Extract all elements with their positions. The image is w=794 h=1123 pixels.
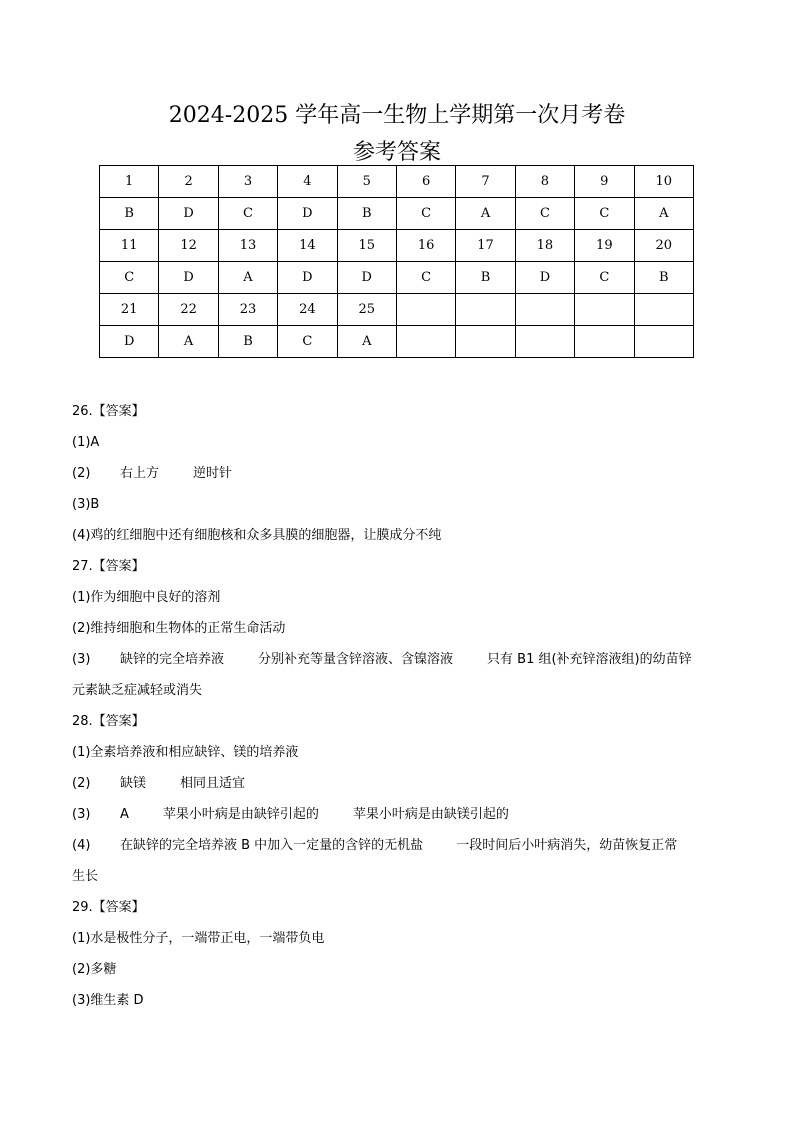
question-number-cell: 13	[218, 230, 277, 262]
answer-letter-cell: B	[456, 262, 515, 294]
answer-letter-cell: C	[100, 262, 159, 294]
answer-letter-cell: D	[159, 198, 218, 230]
answer-letter-cell: C	[575, 198, 634, 230]
q28-part2-number: (2)	[72, 776, 91, 791]
answer-letter-cell	[575, 326, 634, 358]
page-subtitle: 参考答案	[352, 140, 441, 165]
question-number-cell: 5	[337, 166, 396, 198]
answer-letter-cell: D	[159, 262, 218, 294]
question-number-row	[100, 230, 694, 262]
q27-part1: (1)作为细胞中良好的溶剂	[72, 590, 221, 605]
q28-part4-answer-b: 一段时间后小叶病消失，幼苗恢复正常	[456, 838, 678, 853]
q28-part1: (1)全素培养液和相应缺锌、镁的培养液	[72, 745, 299, 760]
answer-letter-cell: A	[456, 198, 515, 230]
q28-part2-answer-a: 缺镁	[120, 776, 147, 791]
answer-letter-cell: C	[515, 198, 574, 230]
answer-letter-cell: A	[634, 198, 693, 230]
answer-letter-cell: A	[159, 326, 218, 358]
answer-letter-cell: A	[337, 326, 396, 358]
answer-letter-cell: B	[634, 262, 693, 294]
q27-part3-answer-a: 缺锌的完全培养液	[120, 652, 225, 667]
question-number-cell: 4	[278, 166, 337, 198]
answer-table	[99, 165, 694, 358]
page-title: 2024-2025 学年高一生物上学期第一次月考卷	[168, 103, 626, 128]
q28-part3	[72, 799, 732, 830]
q28-part4-continued: 生长	[72, 869, 99, 884]
q26-part2-answer-b: 逆时针	[193, 466, 233, 481]
question-number-row	[100, 166, 694, 198]
answer-letter-cell: D	[100, 326, 159, 358]
question-number-cell: 21	[100, 294, 159, 326]
answer-letter-cell: D	[278, 262, 337, 294]
q26-part2	[72, 458, 732, 489]
answer-letter-row	[100, 262, 694, 294]
q27-part3-answer-c: 只有 B1 组(补充锌溶液组)的幼苗锌	[487, 652, 692, 667]
q27-header: 27.【答案】	[72, 559, 145, 574]
question-number-cell: 8	[515, 166, 574, 198]
question-number-cell	[456, 294, 515, 326]
answer-letter-cell: B	[218, 326, 277, 358]
question-number-cell	[515, 294, 574, 326]
q27-part3-continued: 元素缺乏症减轻或消失	[72, 683, 203, 698]
q29-part2: (2)多糖	[72, 962, 117, 977]
question-number-cell: 11	[100, 230, 159, 262]
answer-letter-row	[100, 326, 694, 358]
answer-letter-cell: D	[278, 198, 337, 230]
q28-part4-number: (4)	[72, 838, 91, 853]
answer-letter-cell: A	[218, 262, 277, 294]
answer-letter-cell: D	[337, 262, 396, 294]
q28-part4-answer-a: 在缺锌的完全培养液 B 中加入一定量的含锌的无机盐	[120, 838, 424, 853]
answer-letter-cell: C	[278, 326, 337, 358]
q29-header: 29.【答案】	[72, 900, 145, 915]
answer-letter-cell: C	[218, 198, 277, 230]
question-number-cell	[575, 294, 634, 326]
question-number-cell	[634, 294, 693, 326]
question-number-cell: 14	[278, 230, 337, 262]
q27-part2: (2)维持细胞和生物体的正常生命活动	[72, 621, 286, 636]
answer-letter-cell	[634, 326, 693, 358]
question-number-cell: 17	[456, 230, 515, 262]
q28-part3-answer-b: 苹果小叶病是由缺锌引起的	[162, 807, 319, 822]
answer-section	[72, 396, 732, 1016]
question-number-cell: 1	[100, 166, 159, 198]
q28-header: 28.【答案】	[72, 714, 145, 729]
question-number-cell	[396, 294, 455, 326]
question-number-cell: 19	[575, 230, 634, 262]
q28-part3-answer-a: A	[120, 807, 129, 822]
question-number-cell: 12	[159, 230, 218, 262]
q28-part3-number: (3)	[72, 807, 91, 822]
question-number-cell: 22	[159, 294, 218, 326]
answer-letter-cell	[515, 326, 574, 358]
question-number-cell: 6	[396, 166, 455, 198]
answer-letter-cell: B	[100, 198, 159, 230]
answer-letter-cell: D	[515, 262, 574, 294]
q27-part3-answer-b: 分别补充等量含锌溶液、含镍溶液	[258, 652, 454, 667]
question-number-cell: 7	[456, 166, 515, 198]
question-number-row	[100, 294, 694, 326]
q26-part3: (3)B	[72, 497, 100, 512]
answer-letter-cell: C	[396, 262, 455, 294]
question-number-cell: 23	[218, 294, 277, 326]
q26-header: 26.【答案】	[72, 404, 145, 419]
q28-part3-answer-c: 苹果小叶病是由缺镁引起的	[352, 807, 509, 822]
q29-part1: (1)水是极性分子，一端带正电，一端带负电	[72, 931, 325, 946]
question-number-cell: 25	[337, 294, 396, 326]
q26-part2-answer-a: 右上方	[120, 466, 160, 481]
answer-letter-cell	[456, 326, 515, 358]
q28-part2-answer-b: 相同且适宜	[180, 776, 246, 791]
answer-letter-cell: C	[396, 198, 455, 230]
q27-part3-number: (3)	[72, 652, 91, 667]
answer-letter-cell: B	[337, 198, 396, 230]
q28-part2	[72, 768, 732, 799]
question-number-cell: 10	[634, 166, 693, 198]
question-number-cell: 20	[634, 230, 693, 262]
answer-letter-row	[100, 198, 694, 230]
q28-part4	[72, 830, 732, 861]
question-number-cell: 18	[515, 230, 574, 262]
question-number-cell: 16	[396, 230, 455, 262]
question-number-cell: 24	[278, 294, 337, 326]
question-number-cell: 3	[218, 166, 277, 198]
q26-part2-number: (2)	[72, 466, 91, 481]
question-number-cell: 2	[159, 166, 218, 198]
question-number-cell: 9	[575, 166, 634, 198]
q26-part1: (1)A	[72, 435, 100, 450]
answer-letter-cell: C	[575, 262, 634, 294]
q27-part3	[72, 644, 732, 675]
q26-part4: (4)鸡的红细胞中还有细胞核和众多具膜的细胞器，让膜成分不纯	[72, 528, 442, 543]
question-number-cell: 15	[337, 230, 396, 262]
q29-part3: (3)维生素 D	[72, 993, 144, 1008]
answer-letter-cell	[396, 326, 455, 358]
